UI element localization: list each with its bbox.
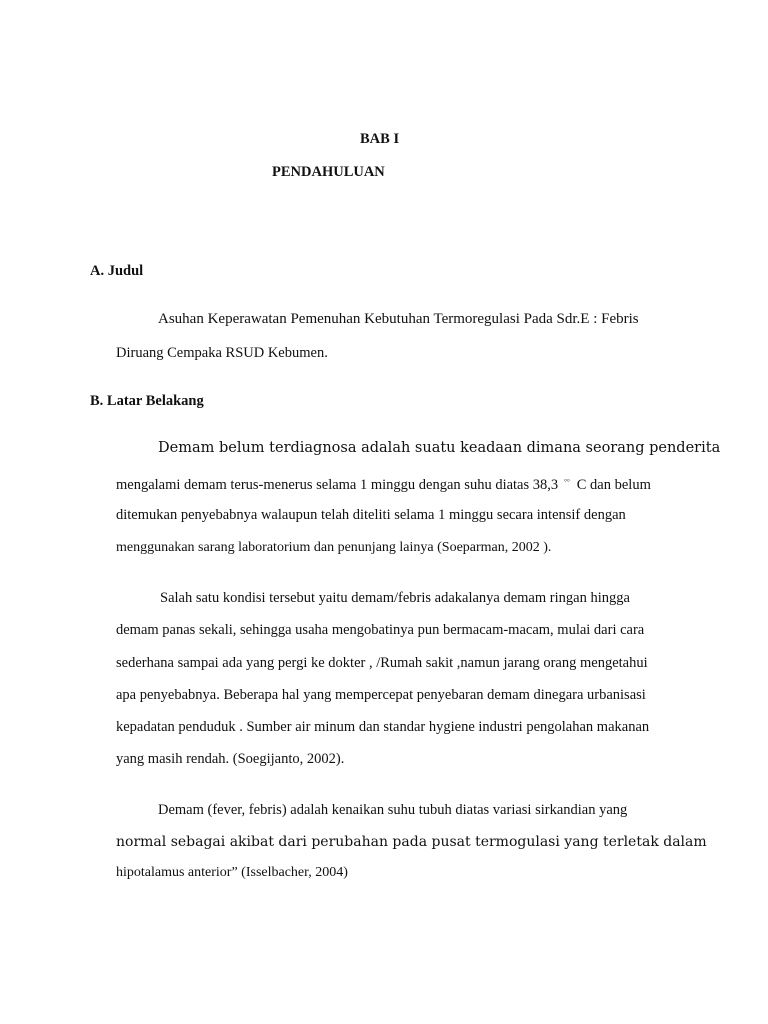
paragraph-1-line-1: Demam belum terdiagnosa adalah suatu keadaan dimana seorang penderita (158, 440, 721, 456)
paragraph-1-line-2-end: C dan belum (576, 477, 651, 493)
section-b-heading: B. Latar Belakang (90, 393, 204, 409)
paragraph-3-line-1: Demam (fever, febris) adalah kenaikan suhu tubuh diatas variasi sirkandian yang (158, 802, 628, 818)
paragraph-1-line-2-text: mengalami demam terus-menerus selama 1 minggu dengan suhu diatas 38,3 (116, 477, 559, 493)
paragraph-1-line-4: menggunakan sarang laboratorium dan penunjang lainya (Soeparman, 2002 ). (116, 540, 552, 555)
section-a-line-1: Asuhan Keperawatan Pemenuhan Kebutuhan Termoregulasi Pada Sdr.E : Febris (158, 311, 639, 327)
paragraph-2-line-6: yang masih rendah. (Soegijanto, 2002). (116, 751, 345, 767)
degree-mark: °° (564, 478, 570, 486)
section-a-line-2: Diruang Cempaka RSUD Kebumen. (116, 345, 328, 361)
paragraph-2-line-3: sederhana sampai ada yang pergi ke dokter , /Rumah sakit ,namun jarang orang mengetahui (116, 655, 648, 671)
paragraph-2-line-4: apa penyebabnya. Beberapa hal yang mempercepat penyebaran demam dinegara urbanisasi (116, 687, 646, 703)
paragraph-2-line-5: kepadatan penduduk . Sumber air minum dan standar hygiene industri pengolahan makanan (116, 719, 650, 735)
paragraph-3-line-2: normal sebagai akibat dari perubahan pada pusat termogulasi yang terletak dalam (116, 834, 707, 850)
section-a-heading: A. Judul (90, 263, 144, 279)
paragraph-2-line-1: Salah satu kondisi tersebut yaitu demam/febris adakalanya demam ringan hingga (160, 590, 630, 606)
paragraph-1-line-3: ditemukan penyebabnya walaupun telah diteliti selama 1 minggu secara intensif dengan (116, 507, 626, 523)
chapter-number: BAB I (360, 131, 400, 147)
paragraph-2-line-2: demam panas sekali, sehingga usaha mengobatinya pun bermacam-macam, mulai dari cara (116, 622, 645, 638)
paragraph-3-line-3: hipotalamus anterior” (Isselbacher, 2004) (116, 865, 348, 880)
paragraph-1-line-2 (116, 473, 651, 494)
chapter-title: PENDAHULUAN (272, 164, 385, 180)
